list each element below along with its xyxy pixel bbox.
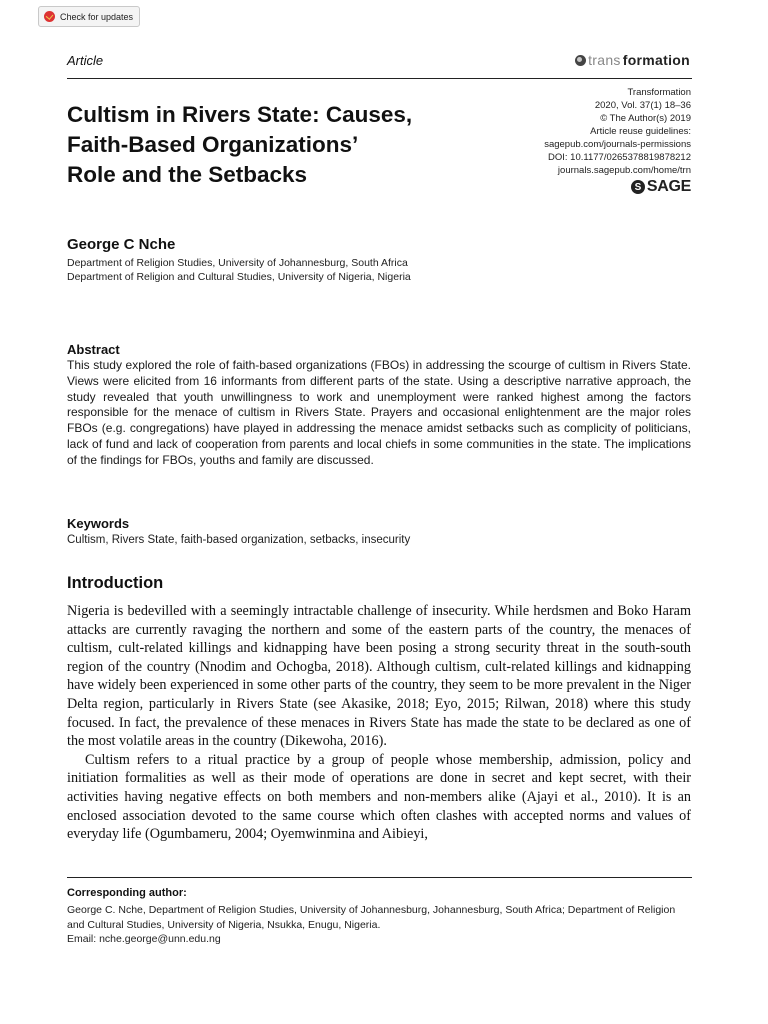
publication-info: [491, 86, 691, 177]
keywords-text: Cultism, Rivers State, faith-based organization, setbacks, insecurity: [67, 534, 411, 546]
publisher-name: SAGE: [646, 178, 691, 195]
volume-info: 2020, Vol. 37(1) 18–36: [594, 100, 691, 111]
journal-name: Transformation: [627, 87, 691, 98]
title-line-3: Role and the Setbacks: [67, 162, 308, 187]
intro-paragraph-2: Cultism refers to a ritual practice by a group of people whose membership, admission, policy and initiation formalities as well as their mode of operations are done in secret and kept secret, with their activities having negative effects on both members and non-members alike (Ajayi et al., 2010). It is an enclosed association devoted to the same course which often clashes with accepted norms and values of everyday life (Ogumbameru, 2004; Oyemwinmina and Aibieyi,: [67, 751, 691, 843]
author-affiliation-1: Department of Religion Studies, University of Johannesburg, South Africa: [67, 257, 408, 269]
reuse-link[interactable]: sagepub.com/journals-permissions: [544, 139, 691, 150]
introduction-body: [67, 602, 691, 844]
globe-icon: [575, 55, 586, 66]
journal-logo: [575, 52, 690, 68]
introduction-heading: Introduction: [67, 574, 164, 592]
corresponding-author-heading: Corresponding author:: [67, 887, 187, 899]
header-divider: [67, 78, 692, 79]
abstract-text: This study explored the role of faith-based organizations (FBOs) in addressing the scourge of cultism in Rivers State. Views were elicited from 16 informants from different parts of the state. Using a descriptive narrative approach, the study revealed that youth unwillingness to work and unemployment were ranked highest among the factors responsible for the menace of cultism in Rivers State. Prayers and occasional enlightenment are the major roles FBOs (e.g. congregations) have played in addressing the menace amidst setbacks such as complicity of politicians, lack of fund and lack of cooperation from parents and local chiefs in some communities in the state. The implications of the findings for FBOs, youths and family are discussed.: [67, 358, 691, 467]
footer-divider: [67, 877, 692, 878]
crossmark-icon: [44, 11, 55, 22]
reuse-label: Article reuse guidelines:: [590, 126, 691, 137]
author-affiliation-2: Department of Religion and Cultural Studies, University of Nigeria, Nigeria: [67, 271, 411, 283]
corresponding-author-address: George C. Nche, Department of Religion Studies, University of Johannesburg, Johannesburg, South Africa; Department of Religion and Cultural Studies, University of Nigeria, Nsukka, Enugu, Nigeria.: [67, 904, 676, 931]
corresponding-author-info: [67, 903, 692, 947]
copyright: © The Author(s) 2019: [600, 113, 691, 124]
author-name: George C Nche: [67, 236, 176, 253]
title-line-1: Cultism in Rivers State: Causes,: [67, 102, 413, 127]
publisher-logo: [631, 178, 691, 196]
corresponding-author-email[interactable]: Email: nche.george@unn.edu.ng: [67, 933, 221, 945]
check-for-updates-label: Check for updates: [60, 11, 134, 22]
abstract-heading: Abstract: [67, 342, 120, 357]
journal-logo-light: trans: [588, 52, 621, 68]
doi-link[interactable]: DOI: 10.1177/0265378819878212: [548, 152, 691, 163]
keywords-heading: Keywords: [67, 516, 130, 531]
check-for-updates-button[interactable]: [38, 6, 140, 27]
journal-logo-bold: formation: [622, 52, 690, 68]
paper-title: [67, 100, 487, 190]
title-line-2: Faith-Based Organizations’: [67, 132, 359, 157]
intro-paragraph-1: Nigeria is bedevilled with a seemingly intractable challenge of insecurity. While herdsmen and Boko Haram attacks are currently ravaging the northern and some of the eastern parts of the country, the menaces of cultism, cult-related killings and kidnapping have been posing a strong security threat in the south-south region of the country (Nnodim and Ochogba, 2018). Although cultism, cult-related killings and kidnapping have widely been experienced in some other parts of the country, they seem to be more prevalent in the Niger Delta region, particularly in Rivers State (see Akasike, 2018; Eyo, 2015; Rilwan, 2018) where this study focused. In fact, the prevalence of these menaces in Rivers State has made the state to be declared as one of the most volatile areas in the country (Dikewoha, 2016).: [67, 603, 691, 750]
sage-icon: S: [631, 180, 645, 194]
journal-url-link[interactable]: journals.sagepub.com/home/trn: [557, 165, 691, 176]
article-type-label: Article: [67, 53, 104, 68]
